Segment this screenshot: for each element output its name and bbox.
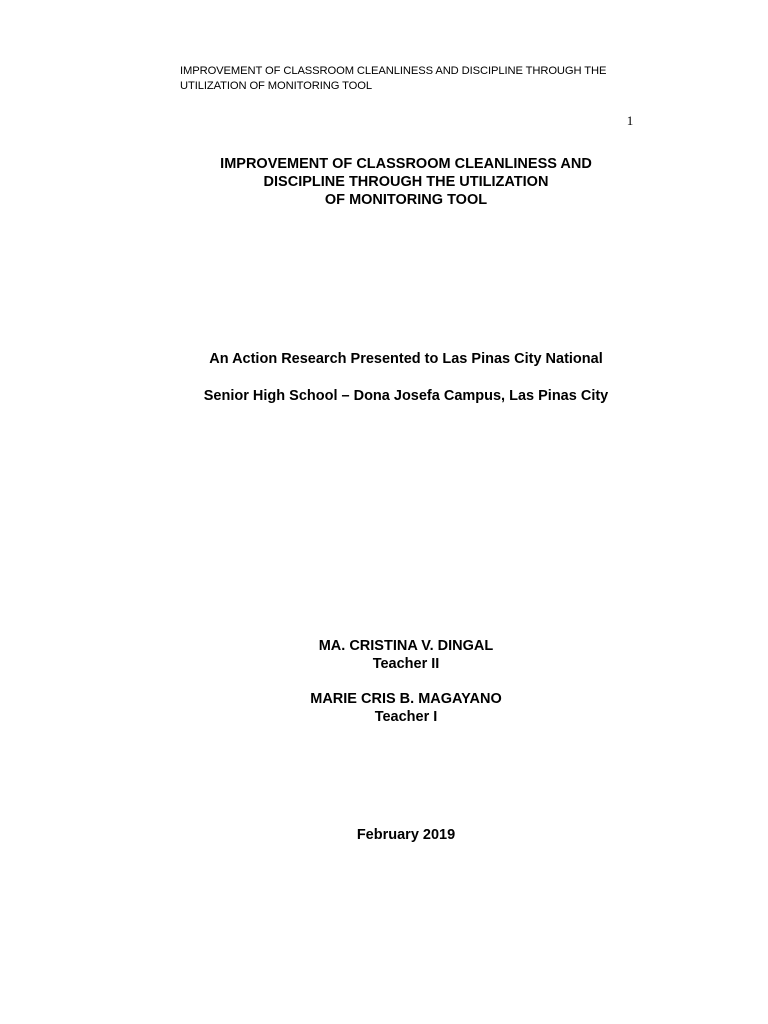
presented-to-line-2: Senior High School – Dona Josefa Campus, Las Pinas City bbox=[203, 388, 609, 404]
document-date: February 2019 bbox=[356, 827, 456, 843]
page-number: 1 bbox=[626, 113, 634, 128]
running-header bbox=[180, 64, 620, 94]
presented-to-line-1: An Action Research Presented to Las Pinas City National bbox=[209, 351, 603, 367]
title-line-1: IMPROVEMENT OF CLASSROOM CLEANLINESS AND bbox=[220, 156, 592, 172]
author-position: Teacher I bbox=[374, 709, 438, 725]
document-title bbox=[120, 155, 692, 209]
title-line-3: OF MONITORING TOOL bbox=[324, 192, 488, 208]
author-block bbox=[120, 637, 692, 673]
author-position: Teacher II bbox=[372, 656, 440, 672]
running-header-line-1: IMPROVEMENT OF CLASSROOM CLEANLINESS AND DISCIPLINE THROUGH THE bbox=[180, 65, 607, 77]
author-name: MARIE CRIS B. MAGAYANO bbox=[310, 691, 502, 707]
running-header-line-2: UTILIZATION OF MONITORING TOOL bbox=[180, 80, 372, 92]
author-block bbox=[120, 690, 692, 726]
title-line-2: DISCIPLINE THROUGH THE UTILIZATION bbox=[263, 174, 549, 190]
author-name: MA. CRISTINA V. DINGAL bbox=[318, 638, 494, 654]
